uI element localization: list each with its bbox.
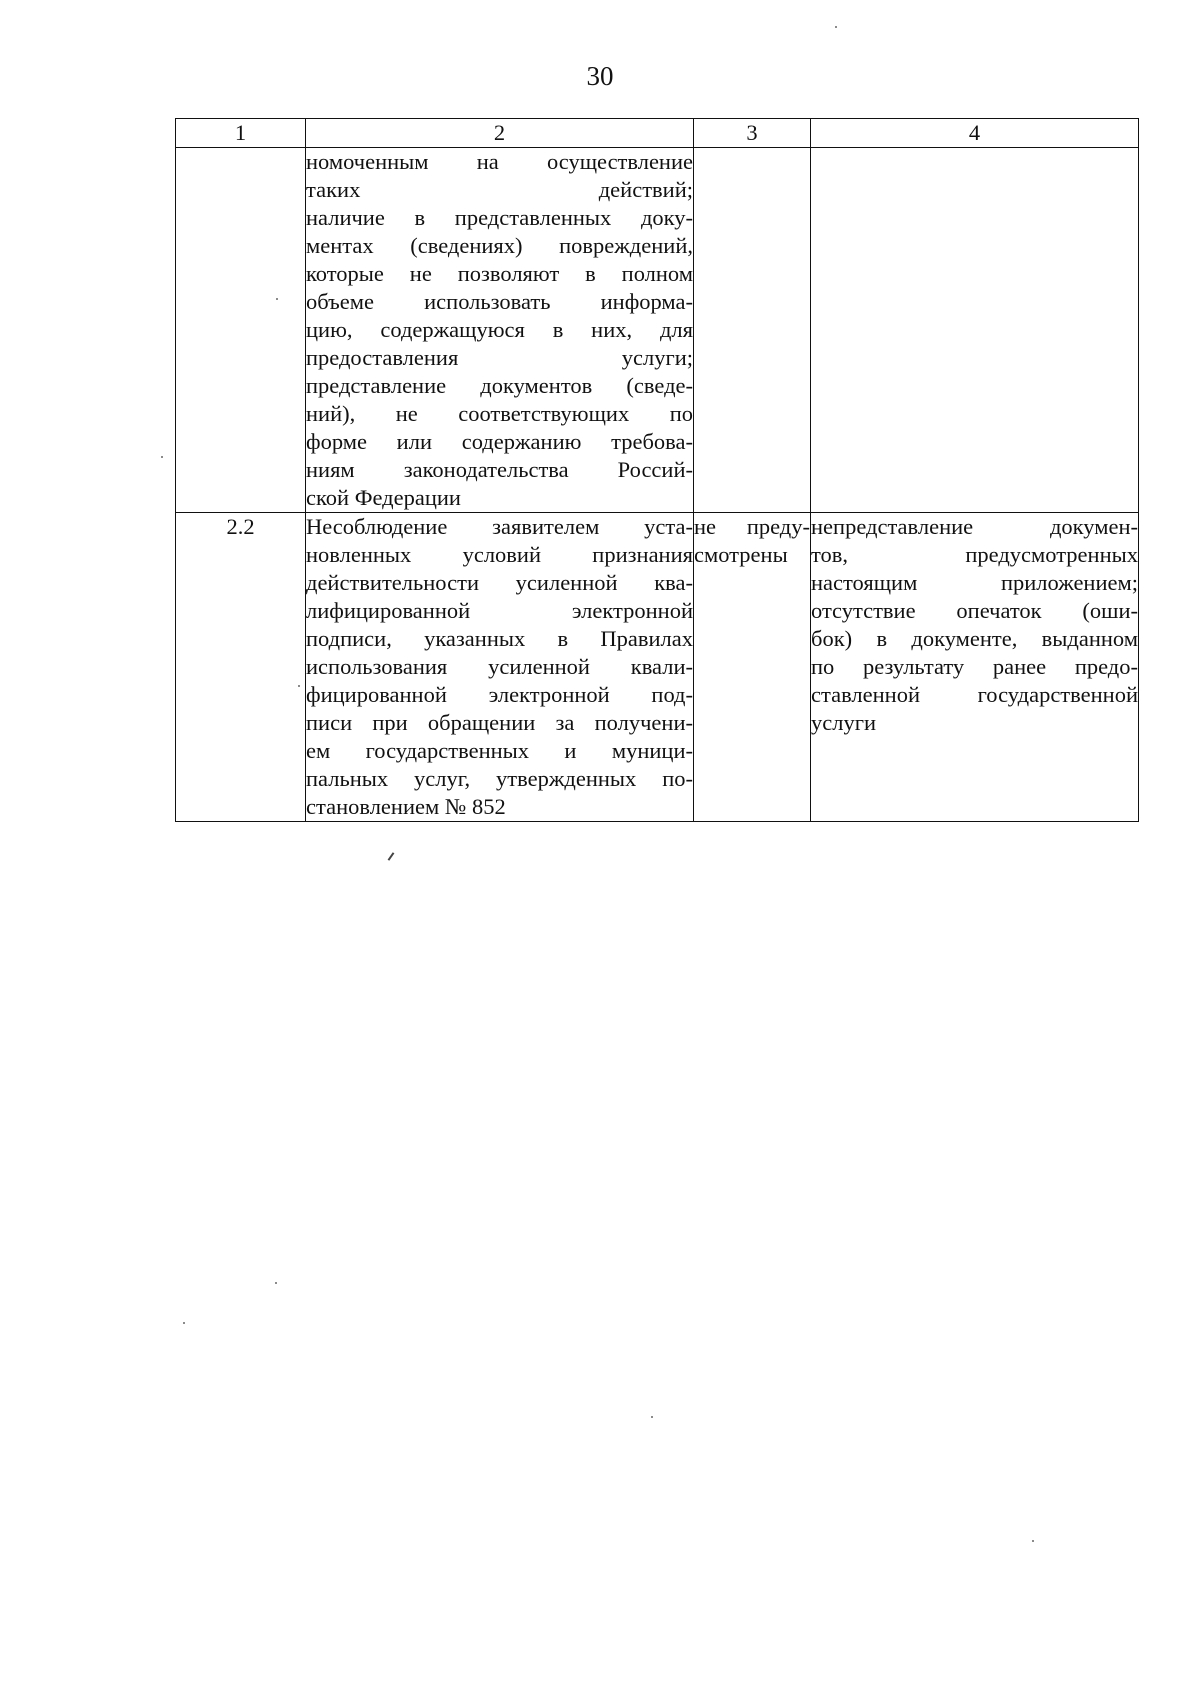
table-header-row: [176, 119, 1139, 148]
cell-text-line: ставленной государственной: [811, 682, 1138, 707]
cell-text-line: которые не позволяют в полном: [306, 261, 693, 286]
row-number-cell: [176, 148, 306, 513]
cell-text-line: объеме использовать информа-: [306, 289, 693, 314]
provision-cell: [694, 148, 811, 513]
refusal-reason-cell: [306, 148, 694, 513]
row-number: 2.2: [226, 514, 255, 539]
scan-mark: [388, 852, 395, 861]
cell-text-line: цию, содержащуюся в них, для: [306, 317, 693, 342]
cell-text-line: наличие в представленных доку-: [306, 205, 693, 230]
cell-text-line: тов, предусмотренных: [811, 542, 1138, 567]
cell-text-line: таких действий;: [306, 177, 693, 202]
cell-text-line: использования усиленной квали-: [306, 654, 693, 679]
scan-speck: [161, 456, 163, 458]
column-header-2: 2: [306, 119, 694, 148]
scan-speck: [275, 1282, 277, 1284]
cell-text-line: ской Федерации: [306, 485, 461, 510]
table-row: [176, 148, 1139, 513]
row-number-cell: [176, 513, 306, 822]
column-header-3: 3: [694, 119, 811, 148]
cell-text-line: новленных условий признания: [306, 542, 693, 567]
additional-grounds-cell: [811, 513, 1139, 822]
scan-speck: [651, 1416, 653, 1418]
column-header-1: 1: [176, 119, 306, 148]
refusal-reason-cell: [306, 513, 694, 822]
provision-cell: [694, 513, 811, 822]
cell-text-line: настоящим приложением;: [811, 570, 1138, 595]
cell-text-line: предоставления услуги;: [306, 345, 693, 370]
cell-text-line: лифицированной электронной: [306, 598, 693, 623]
column-header-4: 4: [811, 119, 1139, 148]
cell-text-line: отсутствие опечаток (оши-: [811, 598, 1138, 623]
additional-grounds-cell: [811, 148, 1139, 513]
cell-text-line: становлением № 852: [306, 794, 506, 819]
scan-speck: [1032, 1540, 1034, 1542]
cell-text-line: ментах (сведениях) повреждений,: [306, 233, 693, 258]
table-body: [176, 148, 1139, 822]
cell-text-line: ний), не соответствующих по: [306, 401, 693, 426]
table-row: [176, 513, 1139, 822]
page-number: 30: [586, 61, 614, 91]
cell-text-line: форме или содержанию требова-: [306, 429, 693, 454]
document-table: [175, 118, 1139, 822]
cell-text-line: фицированной электронной под-: [306, 682, 693, 707]
cell-text-line: ем государственных и муници-: [306, 738, 693, 763]
scan-speck: [183, 1322, 185, 1324]
scan-speck: [276, 298, 278, 300]
cell-text-line: непредставление докумен-: [811, 514, 1138, 539]
cell-text-line: подписи, указанных в Правилах: [306, 626, 693, 651]
scan-speck: [298, 685, 300, 687]
cell-text-line: пальных услуг, утвержденных по-: [306, 766, 693, 791]
scan-speck: [835, 26, 837, 28]
cell-text-line: ниям законодательства Россий-: [306, 457, 693, 482]
cell-text-line: смотрены: [694, 542, 788, 567]
cell-text-line: бок) в документе, выданном: [811, 626, 1138, 651]
cell-text-line: Несоблюдение заявителем уста-: [306, 514, 693, 539]
cell-text-line: не преду-: [694, 514, 810, 539]
cell-text-line: номоченным на осуществление: [306, 149, 693, 174]
cell-text-line: услуги: [811, 710, 876, 735]
cell-text-line: писи при обращении за получени-: [306, 710, 693, 735]
cell-text-line: по результату ранее предо-: [811, 654, 1138, 679]
cell-text-line: представление документов (сведе-: [306, 373, 693, 398]
cell-text-line: действительности усиленной ква-: [306, 570, 693, 595]
